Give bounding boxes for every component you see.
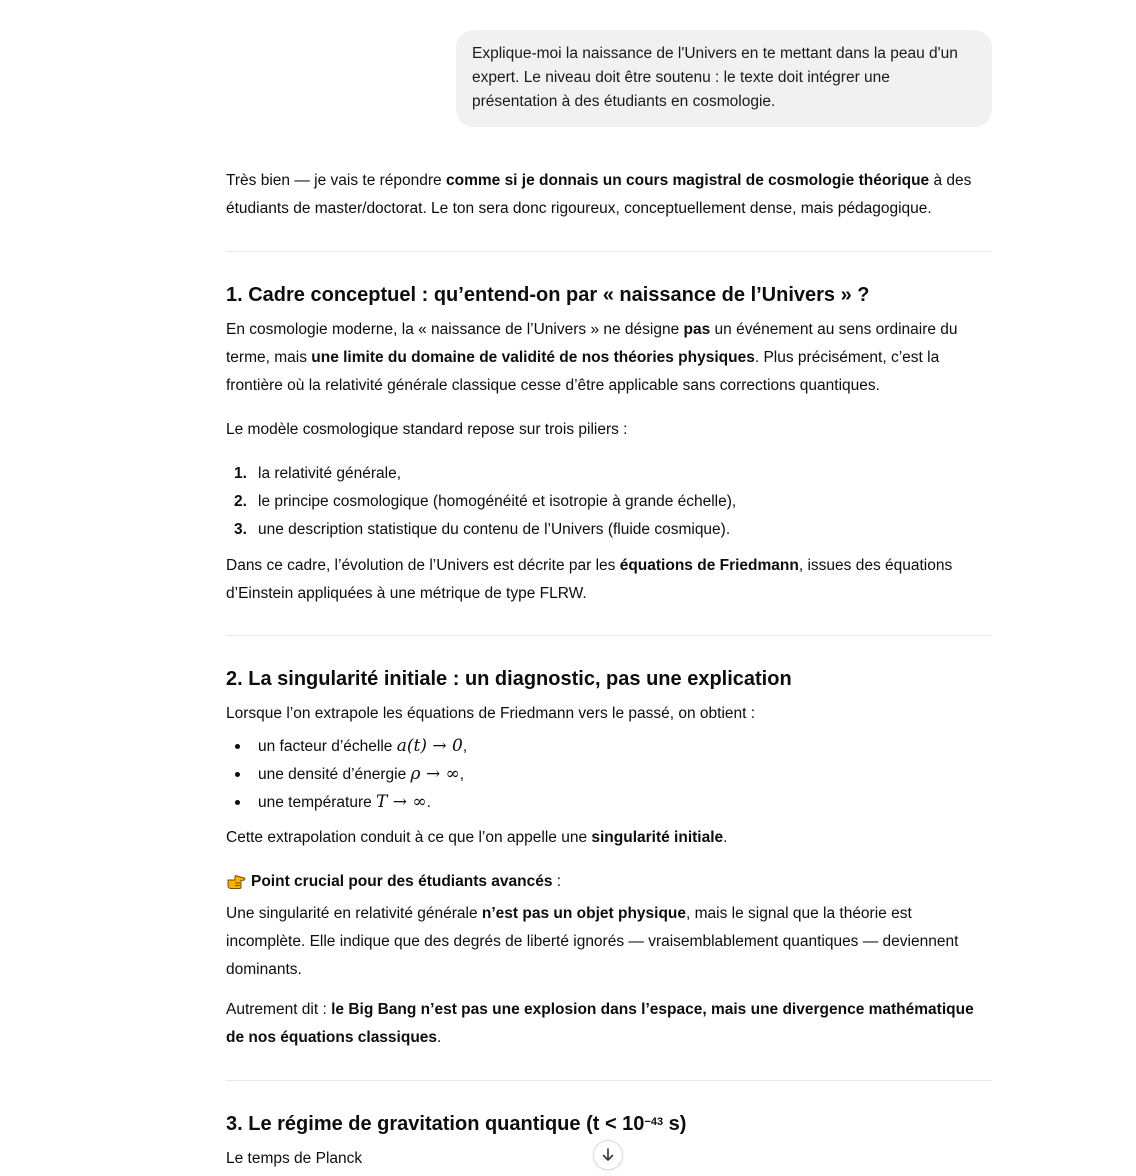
section-1-paragraph-3: Dans ce cadre, l’évolution de l’Univers est décrite par les équations de Friedmann, issues des équations d’Einstein appliquées à une métrique de type FLRW.: [226, 557, 953, 602]
section-2-heading: 2. La singularité initiale : un diagnostic, pas une explication: [226, 668, 792, 690]
section-2-paragraph-1: Lorsque l’on extrapole les équations de Friedmann vers le passé, on obtient :: [226, 705, 756, 722]
section-1-heading: 1. Cadre conceptuel : qu’entend-on par « naissance de l’Univers » ?: [226, 284, 870, 306]
limits-list: [226, 732, 992, 816]
pointing-hand-icon: [226, 872, 246, 900]
pillars-list: [226, 460, 992, 544]
section-2-point-crucial: Point crucial pour des étudiants avancés : Une singularité en relativité générale n’est pas un objet physique, mais le signal que la théorie est incomplète. Elle indique que des degrés de liberté ignorés — vraisemblablement quantiques — deviennent dominants.: [226, 873, 959, 978]
section-1-paragraph-2: Le modèle cosmologique standard repose sur trois piliers :: [226, 421, 628, 438]
list-item: une température T → ∞.: [226, 788, 992, 816]
list-item: un facteur d’échelle a(t) → 0,: [226, 732, 992, 760]
divider: [226, 1080, 992, 1081]
assistant-intro: Très bien — je vais te répondre comme si je donnais un cours magistral de cosmologie théorique à des étudiants de master/doctorat. Le ton sera donc rigoureux, conceptuellement dense, mais pédagogique.: [226, 172, 972, 217]
list-item: 1. la relativité générale,: [234, 465, 402, 482]
list-item: 3. une description statistique du contenu de l’Univers (fluide cosmique).: [234, 521, 731, 538]
section-2-paragraph-2: Cette extrapolation conduit à ce que l’on appelle une singularité initiale.: [226, 829, 728, 846]
divider: [226, 635, 992, 636]
section-3-heading: 3. Le régime de gravitation quantique ($t < 10^{-43}$ s): [226, 1113, 687, 1135]
list-item: une densité d’énergie ρ → ∞,: [226, 760, 992, 788]
arrow-down-icon: [600, 1147, 616, 1163]
section-2-paragraph-4: Autrement dit : le Big Bang n’est pas une explosion dans l’espace, mais une divergence mathématique de nos équations classiques.: [226, 1001, 974, 1046]
scroll-to-bottom-button[interactable]: [593, 1140, 623, 1170]
user-message-bubble: [456, 30, 992, 127]
list-item: 2. le principe cosmologique (homogénéité et isotropie à grande échelle),: [234, 493, 737, 510]
user-message-text: Explique-moi la naissance de l'Univers en te mettant dans la peau d'un expert. Le niveau doit être soutenu : le texte doit intégrer une présentation à des étudiants en cosmologie.: [472, 45, 958, 110]
section-1-paragraph-1: En cosmologie moderne, la « naissance de l’Univers » ne désigne pas un événement au sens ordinaire du terme, mais une limite du domaine de validité de nos théories physiques. Plus précisément, c’est la frontière où la relativité générale classique cesse d’être applicable sans corrections quantiques.: [226, 321, 958, 394]
section-3-paragraph-1: Le temps de Planck: [226, 1150, 363, 1167]
divider: [226, 251, 992, 252]
